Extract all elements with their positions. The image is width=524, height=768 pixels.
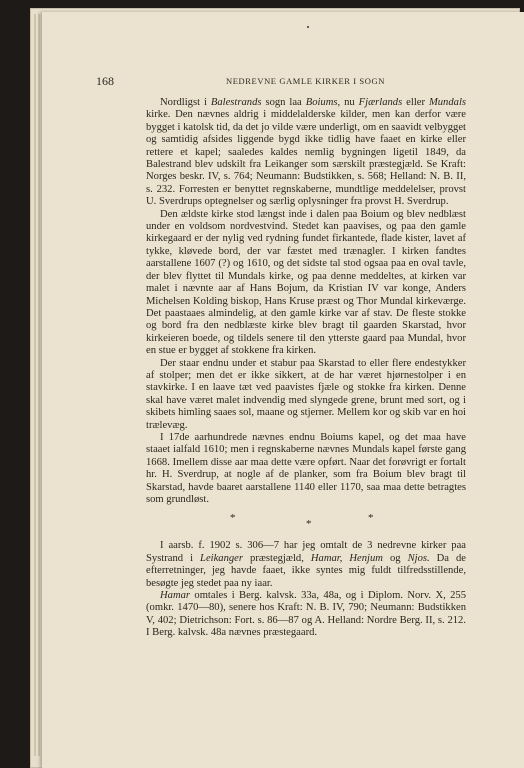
paragraph — [146, 97, 466, 209]
text-run: nu — [340, 97, 359, 108]
asterisk: * — [230, 512, 236, 525]
page-edge — [34, 14, 36, 756]
text-run: I 17de aarhundrede nævnes endnu Boiums kapel, og det maa have staaet ialfald 1610; men i regnskaberne nævnes Mundals kapel første gang 1668. Imellem disse aar maa dette være opført. Naar det forøvrigt er fortalt hr. H. Sverdrup, at nogle af de planker, som fra Boium blev bragt til Skarstad, havde baaret aarstallene 1140 eller 1170, saa maa dette betragtes som grundløst. — [146, 431, 466, 505]
note-paragraph — [146, 590, 466, 640]
italic-text: Fjærlands — [358, 97, 403, 108]
text-run: Nordligst i — [160, 97, 211, 108]
italic-text: Balestrands — [210, 97, 262, 108]
italic-text: Leikanger — [200, 552, 244, 564]
text-run: eller — [402, 97, 429, 108]
asterisk: * — [368, 512, 374, 525]
italic-text: Hamar — [160, 590, 191, 602]
text-run: I aarsb. f. 1902 s. 306—7 har jeg omtalt de 3 nedrevne kirker paa Systrand i — [146, 540, 466, 564]
page-header — [96, 74, 466, 88]
note-paragraph — [146, 540, 466, 590]
italic-text: Boiums, — [305, 97, 341, 108]
page-edge — [38, 14, 40, 756]
italic-text: Henjum — [349, 552, 383, 564]
italic-text: Njos. — [407, 552, 430, 564]
text-run: Da de efterretninger, jeg havde faaet, ikke syntes mig fuldt tilfredsstillende, besøgte jeg stedet paa ny iaar. — [146, 552, 467, 589]
page-number: 168 — [96, 74, 114, 88]
text-run: præstegjæld, — [243, 552, 311, 564]
paragraph — [146, 432, 466, 506]
text-run: og — [382, 552, 408, 564]
text-run: Der staar endnu under et stabur paa Skarstad to eller flere endestykker af stolper; men det er ikke sikkert, at de har været hjørnestolper i en stavkirke. I en laave tæt ved paavistes fjæle og stokke fra kirken. Denne skal have været malet indvendig med slyngede grene, brunt med sort, og i skibets himling saaes sol, maane og stjerner. Mellem kor og skib var en hoi trælevæg. — [146, 357, 466, 431]
section-separator — [146, 512, 466, 532]
spine-mark — [307, 26, 309, 28]
notes — [146, 540, 466, 639]
text-run: Den ældste kirke stod længst inde i dalen paa Boium og blev nedblæst under en voldsom nordvestvind. Stedet kan paavises, og paa den gamle kirkegaard er der nylig ved rydning fundet firkantede, flade kister, lavet af tykke, kløvede bord, der var fæstet med trænagler. I kirken fandtes aarstallene 1607 (?) og 1610, og det sidste tal stod ogsaa paa en oval tavle, der blev flyttet til Mundals kirke, og paa denne meddeltes, at kirken var malet i nævnte aar af Hans Bojum, da Kristian IV var konge, Anders Michelsen Kolding biskop, Hans Kruse præst og Thor Mundal kirkeværge. Det paastaaes almindelig, at den gamle kirke var af stav. De fleste stokke og bord fra den nedblæste kirke blev bragt til gaarden Skarstad, hvor kirkeieren boede, og tildels senere til den ytterste gaard paa Mundal, hvor en stue er bygget af stokkene fra kirken. — [146, 208, 466, 357]
text-run: kirke. Den nævnes aldrig i middelalderske kilder, men kan derfor være bygget i katolsk tid, da det jo vilde være underligt, om en saavidt velbygget og samtidig afsides liggende bygd ikke tidlig have faaet en kirke eller rettere et kapel; saaledes kaldes nemlig bygningen ligetil 1849, da Balestrand blev udskilt fra Leikanger som særskilt præstegjæld. Se Kraft: Norges beskr. IV, s. 764; Neumann: Budstikken, s. 568; Helland: N. B. II, s. 232. Forresten er benyttet regnskaberne, mundtlige meddelelser, provst U. Sverdrups optegnelser og særlig oplysninger fra provst H. Sverdrup. — [146, 109, 466, 208]
italic-text: Hamar, — [310, 552, 343, 564]
italic-text: Mundals — [428, 97, 467, 108]
body-text — [146, 97, 466, 640]
text-run: omtales i Berg. kalvsk. 33a, 48a, og i Diplom. Norv. X, 255 (omkr. 1470—80), senere hos Kraft: N. B. IV, 790; Neumann: Budstikken V, 402; Dietrichson: Fort. s. 86—87 og A. Helland: Nordre Berg. II, s. 212. I Berg. kalvsk. 48a nævnes præstegaard. — [146, 590, 466, 639]
text-run: sogn laa — [261, 97, 306, 108]
asterisk: * — [306, 518, 312, 531]
paragraph — [146, 209, 466, 358]
running-title: NEDREVNE GAMLE KIRKER I SOGN — [226, 76, 385, 86]
paragraph — [146, 358, 466, 432]
paragraphs — [146, 97, 466, 506]
